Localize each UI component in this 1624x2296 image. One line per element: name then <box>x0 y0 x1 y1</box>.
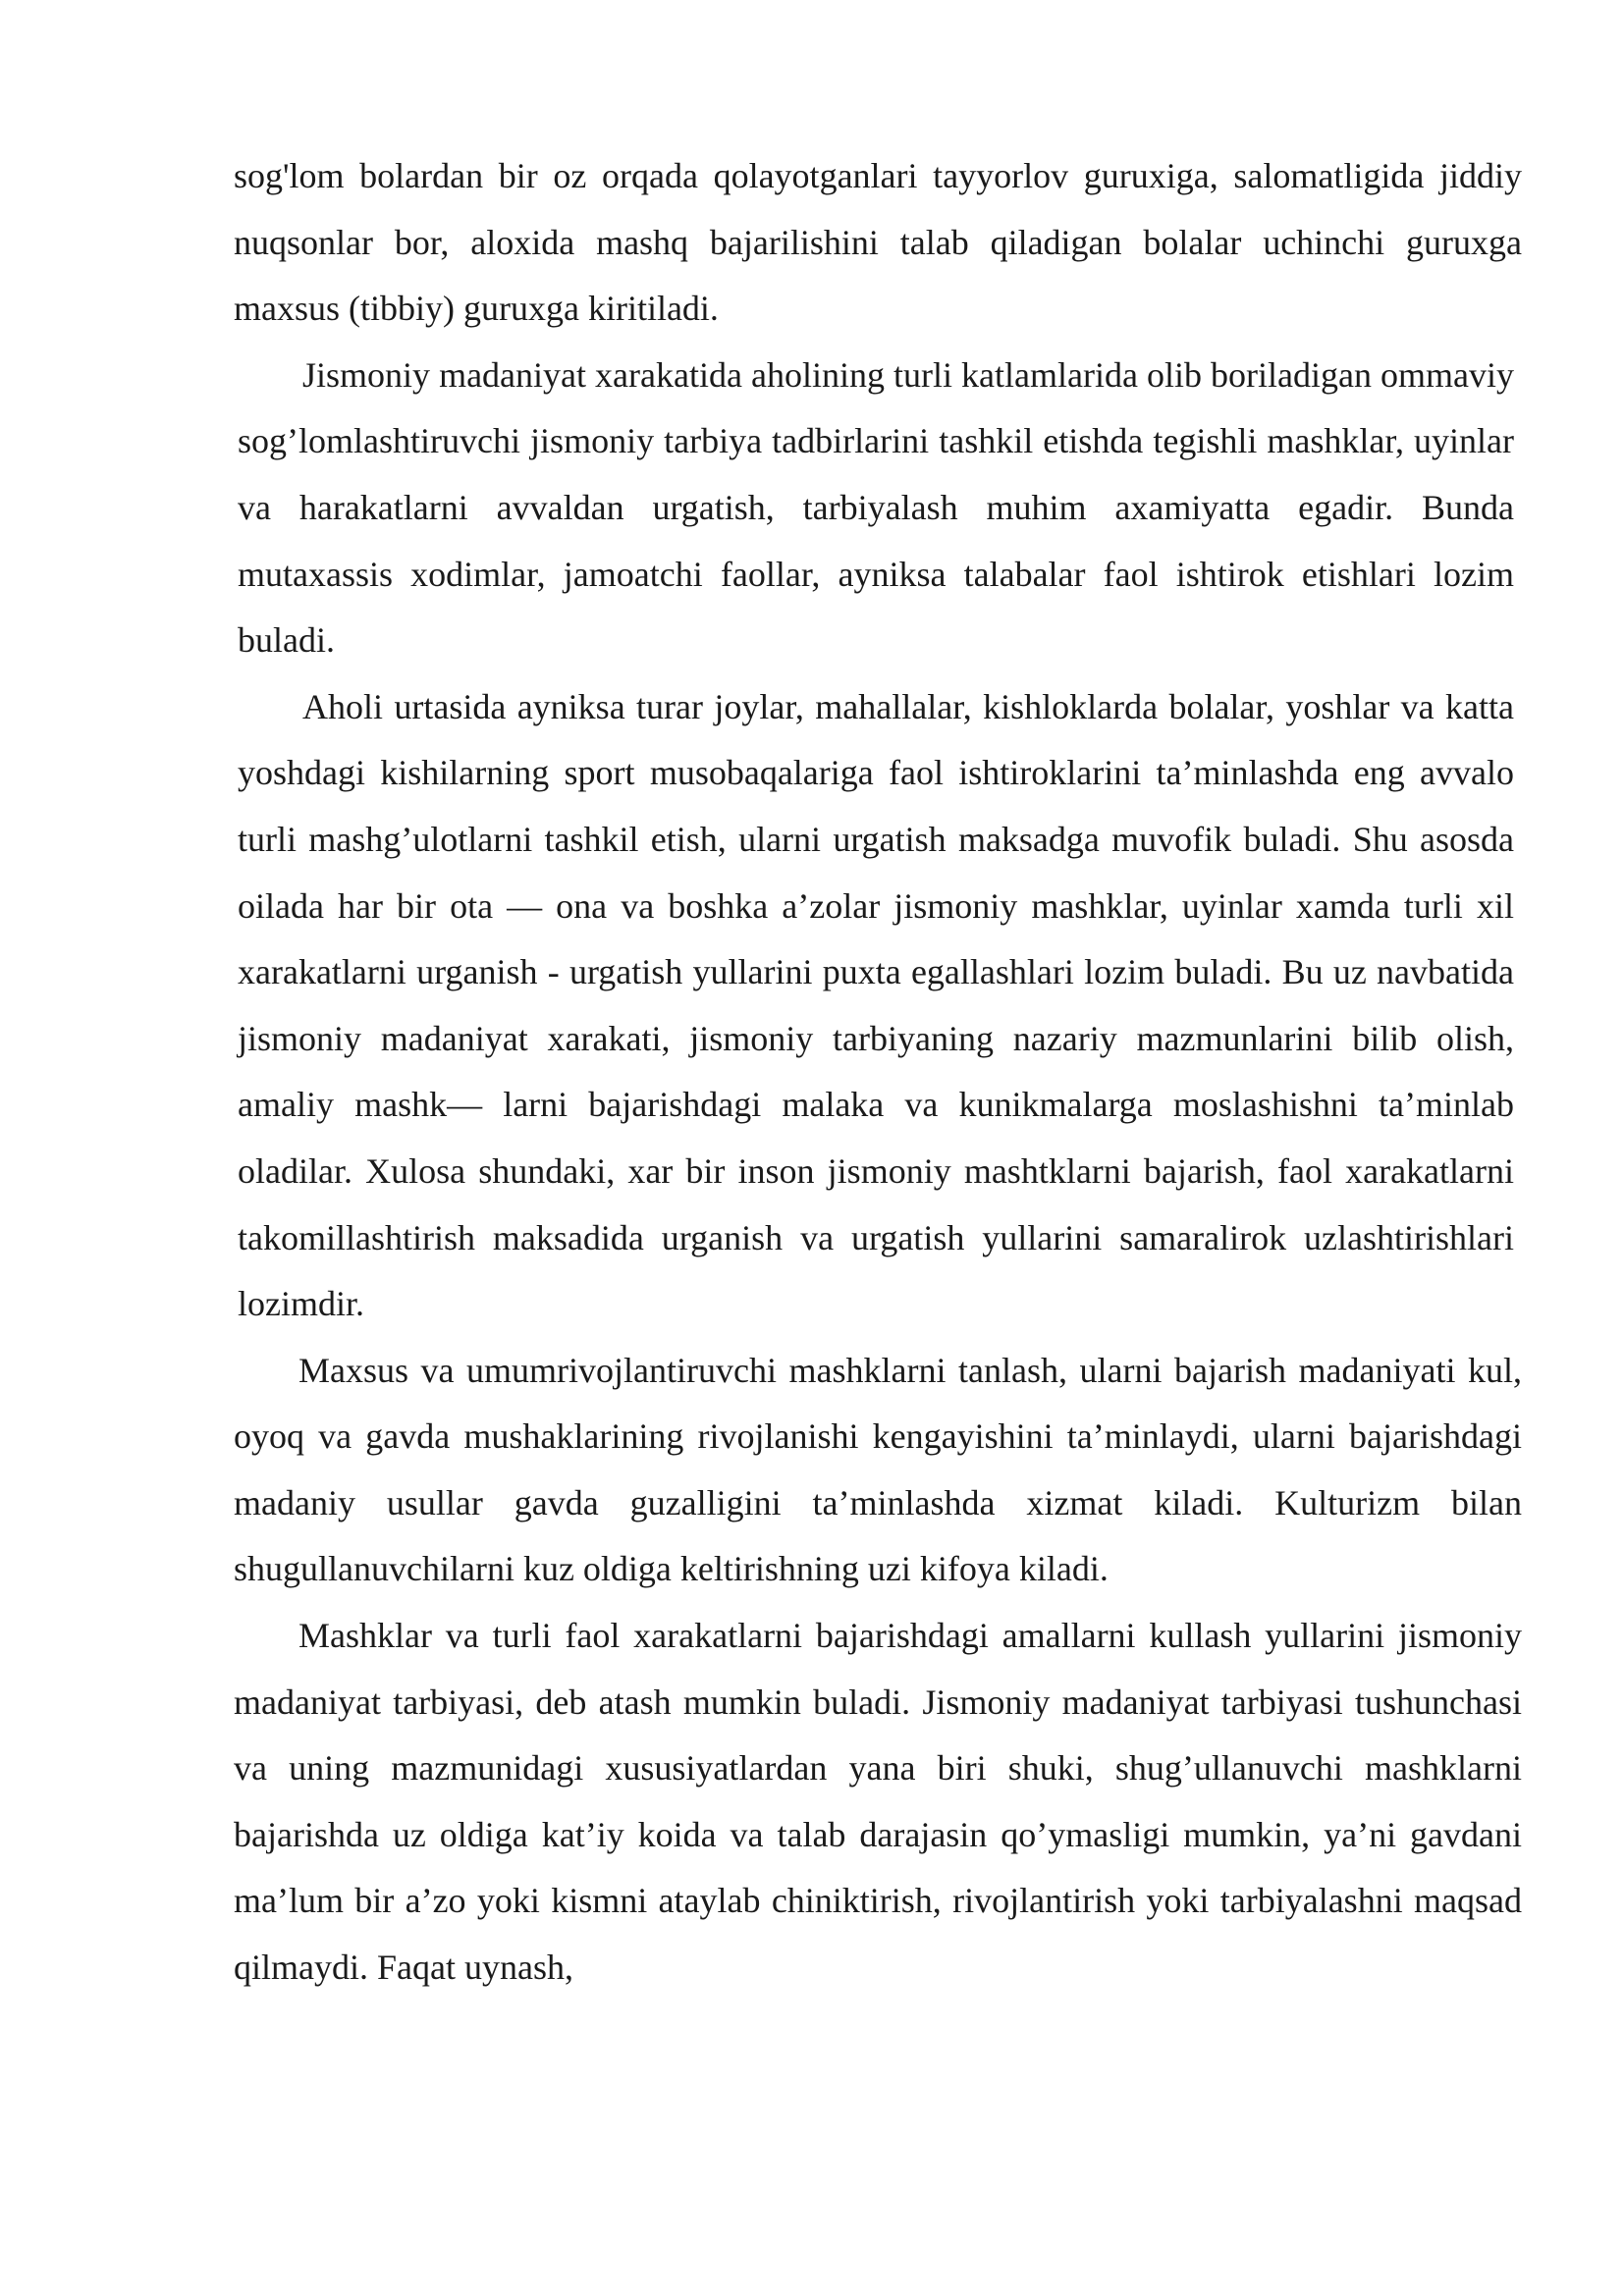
paragraph: Aholi urtasida ayniksa turar joylar, mahallalar, kishloklarda bolalar, yoshlar va katta yoshdagi kishilarning sport musobaqalariga faol ishtiroklarini ta’minlashda eng avvalo turli mashg’ulotlarni tashkil etish, ularni urgatish maksadga muvofik buladi. Shu asosda oilada har bir ota — ona va boshka a’zolar jismoniy mashklar, uyinlar xamda turli xil xarakatlarni urganish - urgatish yullarini puxta egallashlari lozim buladi. Bu uz navbatida jismoniy madaniyat xarakati, jismoniy tarbiyaning nazariy mazmunlarini bilib olish, amaliy mashk— larni bajarishdagi malaka va kunikmalarga moslashishni ta’minlab oladilar. Xulosa shundaki, xar bir inson jismoniy mashtklarni bajarish, faol xarakatlarni takomillashtirish maksadida urganish va urgatish yullarini samaralirok uzlashtirishlari lozimdir. <box>238 686 1514 1324</box>
paragraph: Mashklar va turli faol xarakatlarni bajarishdagi amallarni kullash yullarini jismoniy madaniyat tarbiyasi, deb atash mumkin buladi. Jismoniy madaniyat tarbiyasi tushunchasi va uning mazmunidagi xususiyatlardan yana biri shuki, shug’ullanuvchi mashklarni bajarishda uz oldiga kat’iy koida va talab darajasin qo’ymasligi mumkin, ya’ni gavdani ma’lum bir a’zo yoki kismni ataylab chiniktirish, rivojlantirish yoki tarbiyalashni maqsad qilmaydi. Faqat uynash, <box>234 1616 1522 1988</box>
document-body <box>234 143 1522 2002</box>
paragraph: Jismoniy madaniyat xarakatida aholining turli katlamlarida olib boriladigan ommaviy sog’lomlashtiruvchi jismoniy tarbiya tadbirlarini tashkil etishda tegishli mashklar, uyinlar va harakatlarni avvaldan urgatish, tarbiyalash muhim axamiyatta egadir. Bunda mutaxassis xodimlar, jamoatchi faollar, ayniksa talabalar faol ishtirok etishlari lozim buladi. <box>238 354 1514 661</box>
paragraph-continuation: sog'lom bolardan bir oz orqada qolayotganlari tayyorlov guruxiga, salomatligida jiddiy nuqsonlar bor, aloxida mashq bajarilishini talab qiladigan bolalar uchinchi guruxga maxsus (tibbiy) guruxga kiritiladi. <box>234 156 1522 329</box>
paragraph: Maxsus va umumrivojlantiruvchi mashklarni tanlash, ularni bajarish madaniyati kul, oyoq va gavda mushaklarining rivojlanishi kengayishini ta’minlaydi, ularni bajarishdagi madaniy usullar gavda guzalligini ta’minlashda xizmat kiladi. Kulturizm bilan shugullanuvchilarni kuz oldiga keltirishning uzi kifoya kiladi. <box>234 1350 1522 1589</box>
